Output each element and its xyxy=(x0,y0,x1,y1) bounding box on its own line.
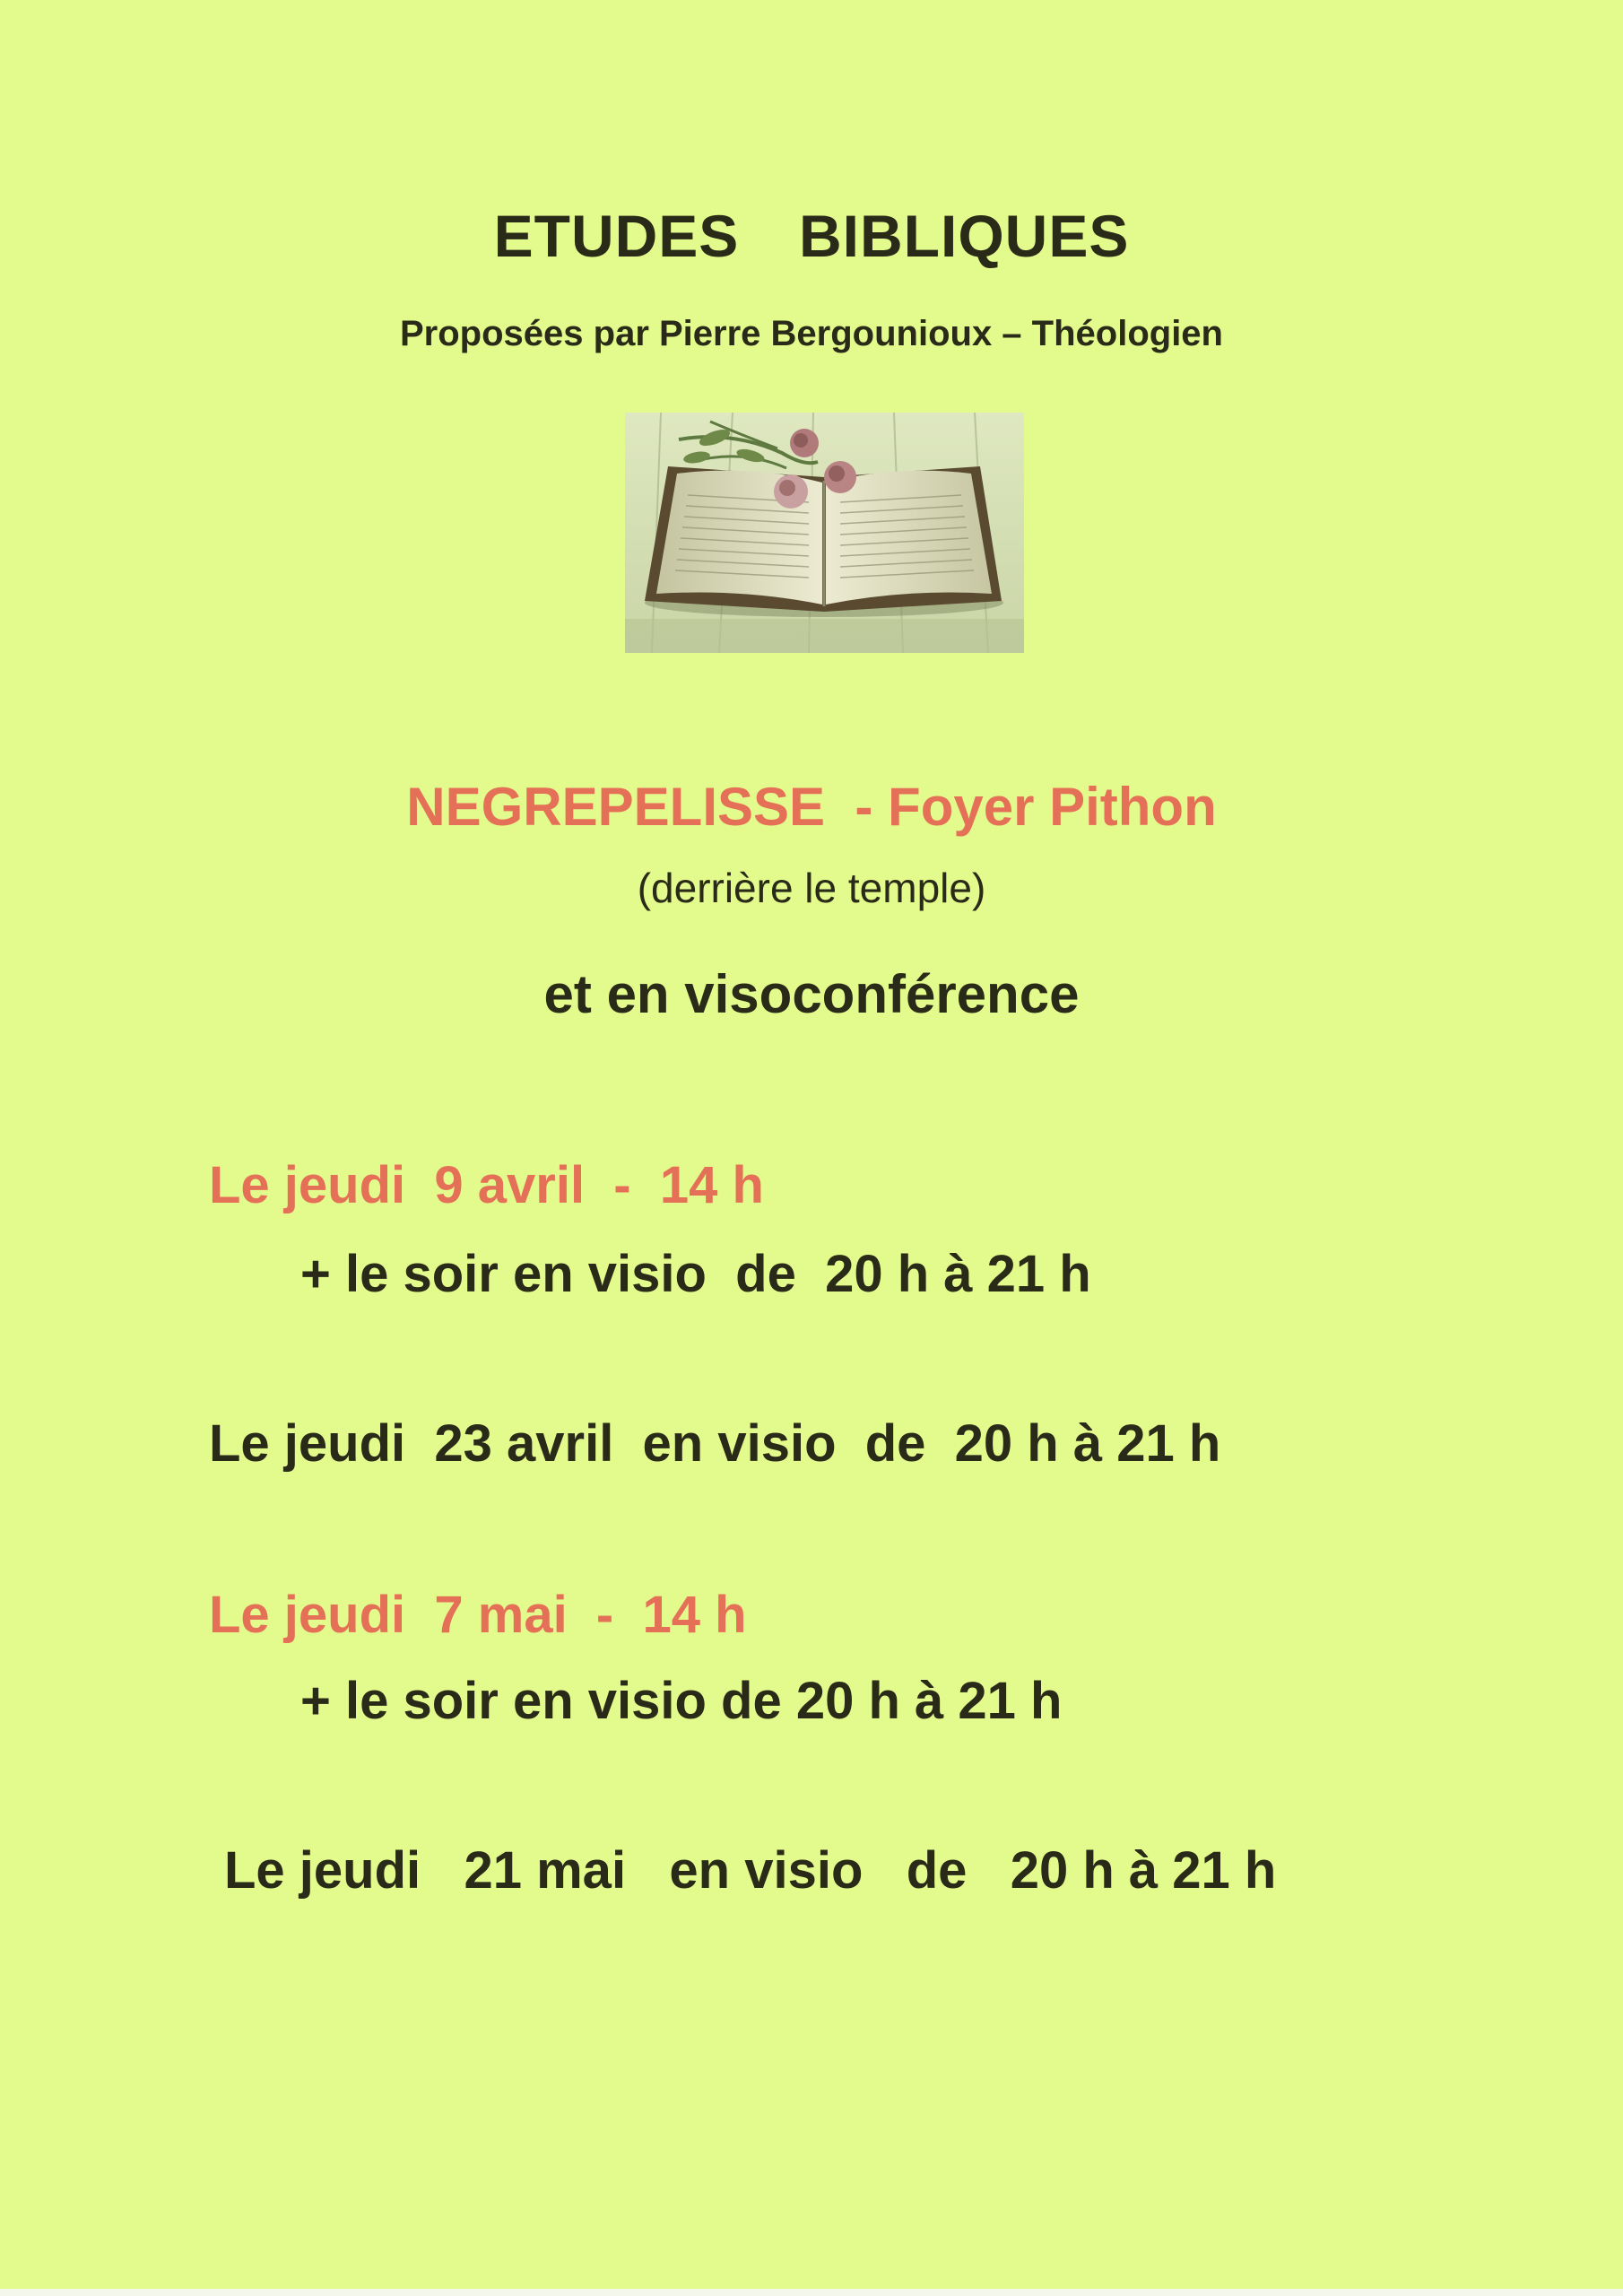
open-bible-with-roses-photo xyxy=(625,413,1024,653)
session-1-line: Le jeudi 9 avril - 14 h xyxy=(209,1156,764,1214)
poster-title: ETUDES BIBLIQUES xyxy=(493,203,1130,269)
videoconference-note: et en visoconférence xyxy=(543,964,1080,1024)
venue-note: (derrière le temple) xyxy=(637,865,986,911)
poster-subtitle: Proposées par Pierre Bergounioux – Théologien xyxy=(400,314,1223,353)
venue-title: NEGREPELISSE - Foyer Pithon xyxy=(406,777,1217,837)
session-2-line: Le jeudi 23 avril en visio de 20 h à 21 h xyxy=(209,1414,1221,1473)
session-4-line: Le jeudi 21 mai en visio de 20 h à 21 h xyxy=(224,1841,1277,1900)
session-3-evening-line: + le soir en visio de 20 h à 21 h xyxy=(300,1672,1063,1730)
page-edge xyxy=(0,2289,1623,2296)
session-1-evening-line: + le soir en visio de 20 h à 21 h xyxy=(300,1245,1091,1303)
session-3-line: Le jeudi 7 mai - 14 h xyxy=(209,1586,747,1644)
